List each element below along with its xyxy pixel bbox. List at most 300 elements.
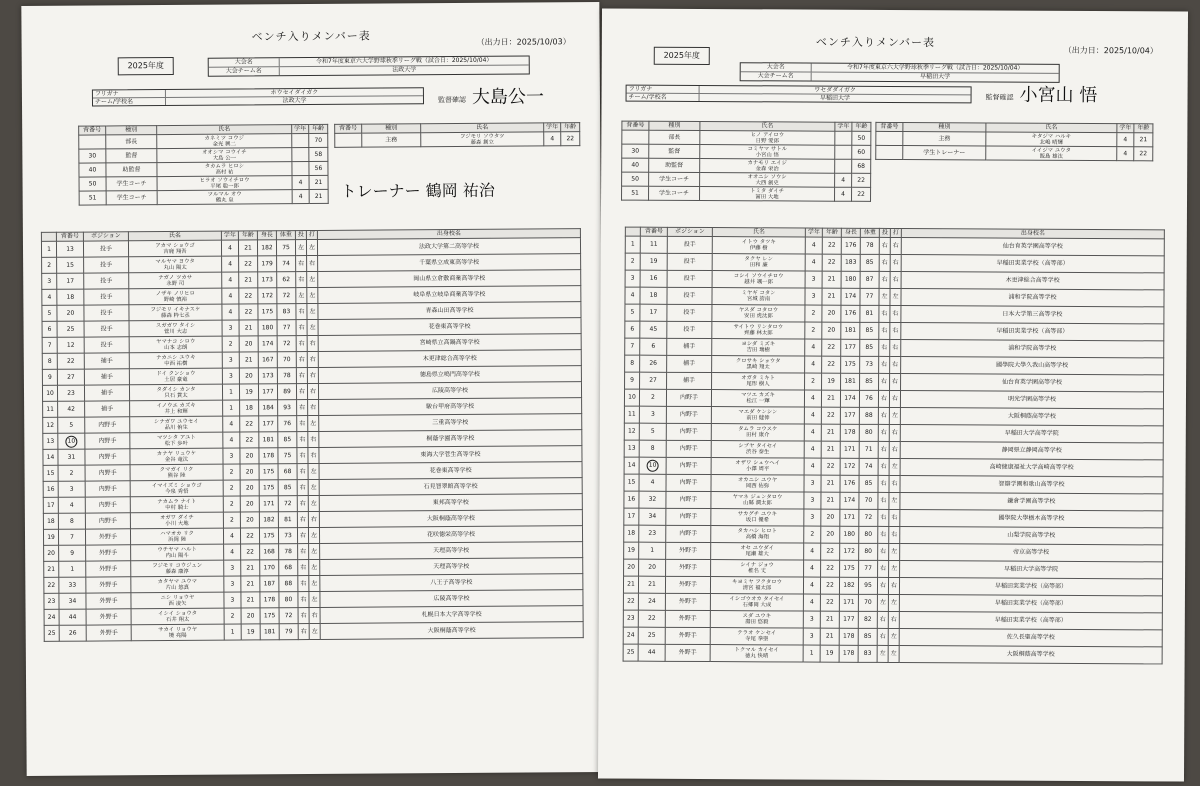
player-position: 内野手 [666, 406, 711, 423]
team-key: チーム/学校名 [627, 94, 700, 101]
player-number-cell [58, 449, 85, 465]
player-row [44, 622, 583, 642]
player-kana: オガワ ダイチ [159, 514, 194, 521]
player-age: 21 [238, 240, 257, 256]
player-index: 14 [624, 457, 639, 474]
player-position: 投手 [667, 253, 712, 270]
player-number: 16 [649, 274, 658, 282]
player-height: 172 [840, 543, 859, 560]
player-age: 20 [240, 496, 259, 512]
player-age: 22 [239, 256, 258, 272]
player-index: 8 [625, 355, 640, 372]
staff-grade: 4 [835, 173, 852, 187]
players-header-cell: 学年 [805, 228, 822, 237]
player-school: 広陵高等学校 [320, 590, 583, 608]
player-age: 20 [240, 480, 259, 496]
staff-row [622, 130, 871, 145]
player-kana: オセ ユウダイ [740, 545, 775, 552]
player-name: 片山 悠真 [165, 584, 190, 591]
player-name: 黒崎 翔太 [746, 364, 770, 371]
player-age: 21 [239, 352, 258, 368]
player-weight: 78 [860, 237, 879, 254]
fiscal-year: 2025年度 [654, 47, 710, 65]
player-kana: スガガワ タイシ [155, 322, 196, 329]
player-name-cell [712, 305, 805, 322]
player-kana: ウチヤマ ハルト [157, 546, 197, 553]
player-grade: 3 [224, 576, 241, 592]
player-height: 177 [840, 407, 859, 424]
staff-name-cell [157, 176, 292, 191]
team-row [627, 94, 971, 103]
player-number-cell [639, 508, 666, 525]
player-kana: マツエ カズキ [741, 392, 775, 399]
player-age: 21 [239, 272, 258, 288]
player-bats: 左 [309, 623, 320, 639]
player-school: 早稲田実業学校（高等部） [899, 595, 1162, 613]
player-name: 品川 侑生 [164, 424, 188, 431]
player-age: 19 [241, 624, 260, 640]
staff-kana: オオニシ ソウシ [747, 173, 787, 180]
player-school: 浦和学院高等学校 [901, 289, 1164, 307]
player-grade: 3 [805, 288, 822, 305]
player-grade: 3 [222, 352, 239, 368]
player-age: 21 [241, 592, 260, 608]
player-kana: ヤマネ ジュンタロウ [732, 494, 783, 501]
player-height: 182 [839, 577, 858, 594]
players-header-cell: 出身校名 [317, 229, 580, 240]
player-name-cell [131, 576, 224, 593]
player-age: 22 [820, 594, 839, 611]
player-name: 只石 貫太 [164, 392, 188, 399]
player-throws: 右 [879, 237, 890, 254]
player-weight: 68 [278, 464, 297, 480]
player-grade: 4 [804, 441, 821, 458]
staff-header-cell: 背番号 [335, 124, 362, 133]
staff-type: 学生コーチ [106, 177, 157, 191]
player-weight: 80 [859, 424, 878, 441]
staff-number [335, 133, 362, 147]
roster-sheet-waseda [598, 8, 1188, 781]
player-number: 18 [649, 291, 658, 299]
staff-header-cell: 学年 [544, 123, 561, 132]
staff-number: 51 [622, 186, 649, 200]
player-throws: 右 [297, 512, 308, 528]
player-kana: タムラ コウスケ [738, 426, 778, 433]
player-kana: カタヤマ ユウマ [157, 578, 198, 585]
player-index: 11 [624, 406, 639, 423]
player-number: 19 [649, 257, 658, 265]
player-index: 7 [42, 337, 57, 353]
player-height: 167 [258, 352, 277, 368]
player-number-cell [57, 321, 84, 337]
player-height: 177 [259, 416, 278, 432]
player-throws: 右 [879, 271, 890, 288]
player-name-cell [130, 480, 223, 497]
player-school: 岡山県立倉敷商業高等学校 [318, 270, 581, 288]
player-school: 天理高等学校 [320, 558, 583, 576]
player-position: 捕手 [667, 372, 712, 389]
player-grade: 4 [222, 256, 239, 272]
player-school: 鎌倉学園高等学校 [900, 493, 1163, 511]
player-number: 23 [67, 389, 75, 397]
players-header-cell: 体重 [860, 228, 879, 237]
player-school: 大阪桐蔭高等学校 [320, 622, 583, 640]
staff-number: 40 [79, 163, 106, 177]
staff-kana: タカムラ ヒロシ [204, 162, 245, 170]
player-number-cell [57, 273, 84, 289]
player-position: 投手 [84, 321, 129, 337]
player-bats: 右 [889, 441, 900, 458]
player-height: 182 [257, 240, 276, 256]
player-position: 内野手 [666, 457, 711, 474]
player-number-cell [640, 304, 667, 321]
player-school: 花巻東高等学校 [319, 462, 582, 480]
player-weight: 79 [279, 624, 298, 640]
player-school: 智辯学園和歌山高等学校 [900, 476, 1163, 494]
player-bats: 左 [309, 543, 320, 559]
staff-age: 58 [309, 147, 328, 161]
player-grade: 2 [223, 464, 240, 480]
player-name: 徳丸 快晴 [744, 653, 769, 660]
player-index: 21 [623, 576, 638, 593]
player-school: 花巻東高等学校 [318, 318, 581, 336]
player-name: 越井 颯一郎 [744, 279, 773, 286]
staff-header-cell: 年齢 [309, 124, 328, 133]
player-number-cell [639, 457, 666, 474]
staff-kana: キタジマ ハルキ [1031, 133, 1072, 140]
player-bats: 左 [308, 495, 319, 511]
player-bats: 左 [307, 271, 318, 287]
player-bats: 左 [307, 319, 318, 335]
staff-number [876, 145, 903, 159]
player-number-cell [638, 627, 665, 644]
player-age: 19 [820, 645, 839, 662]
player-index: 10 [42, 385, 57, 401]
player-school: 花咲徳栄高等学校 [319, 526, 582, 544]
player-weight: 83 [277, 304, 296, 320]
player-position: 外野手 [665, 576, 710, 593]
player-name: 清宮 福太郎 [742, 585, 772, 592]
signature-label: 監督確認 [437, 95, 467, 105]
player-kana: シブヤ タイセイ [738, 443, 778, 450]
player-index: 15 [624, 474, 639, 491]
player-weight: 77 [859, 560, 878, 577]
player-name: 熊谷 陸 [167, 472, 186, 479]
player-number-cell [59, 625, 86, 641]
staff-age: 21 [309, 189, 328, 203]
player-throws: 右 [878, 492, 889, 509]
player-bats: 左 [308, 527, 319, 543]
staff-header-cell: 年齢 [852, 122, 871, 131]
player-kana: サイトウ リンタロウ [733, 324, 784, 331]
player-name: 菅川 大志 [163, 328, 188, 335]
player-weight: 85 [860, 339, 879, 356]
player-kana: サカグチ ユウキ [737, 511, 778, 518]
player-position: 外野手 [86, 561, 131, 577]
player-throws: 右 [879, 339, 890, 356]
player-bats: 左 [889, 458, 900, 475]
players-header-cell: 体重 [276, 231, 295, 240]
player-name-cell [129, 256, 222, 273]
player-school: 早稲田実業学校（高等部） [901, 323, 1164, 341]
player-height: 175 [259, 464, 278, 480]
player-index: 16 [624, 491, 639, 508]
player-age: 20 [241, 608, 260, 624]
staff-header-cell: 背番号 [876, 122, 903, 131]
player-weight: 72 [278, 496, 297, 512]
player-age: 20 [240, 464, 259, 480]
player-kana: オザワ シュウヘイ [735, 460, 781, 467]
player-name: 石井 翔太 [165, 616, 190, 623]
staff-header-cell: 種別 [903, 123, 986, 132]
staff-name-cell [700, 172, 835, 187]
player-index: 3 [625, 270, 640, 287]
staff-age: 22 [561, 132, 580, 146]
player-kana: イシゴウオカ タイセイ [729, 596, 785, 603]
player-position: 外野手 [665, 593, 710, 610]
player-height: 171 [839, 594, 858, 611]
player-height: 173 [258, 272, 277, 288]
player-bats: 右 [307, 383, 318, 399]
player-number: 3 [650, 410, 655, 418]
player-name-cell [130, 528, 223, 545]
info-row [741, 72, 1059, 82]
player-school: 札幌日本大学高等学校 [320, 606, 583, 624]
player-name-cell [129, 288, 222, 305]
player-age: 18 [240, 400, 259, 416]
player-bats: 右 [890, 356, 901, 373]
player-name-cell [130, 400, 223, 417]
player-index: 12 [624, 423, 639, 440]
player-number-cell [58, 529, 85, 545]
staff-type: 助監督 [106, 163, 157, 177]
staff-grade [292, 162, 309, 176]
staff-row [876, 131, 1153, 146]
player-number-cell [58, 433, 85, 449]
player-number: 45 [649, 325, 658, 333]
player-position: 投手 [84, 305, 129, 321]
player-name-cell [129, 320, 222, 337]
player-name: 中西 祐樹 [164, 360, 188, 367]
player-position: 外野手 [86, 609, 131, 625]
staff-type: 部長 [106, 135, 157, 149]
player-name-cell [710, 577, 803, 594]
player-number-cell [57, 337, 84, 353]
player-index: 22 [623, 593, 638, 610]
player-school: 大阪桐蔭高等学校 [899, 646, 1162, 664]
player-kana: タカハシ ヒロト [737, 528, 778, 535]
player-name-cell [129, 352, 222, 369]
player-kana: マルヤマ ヨウタ [155, 258, 195, 265]
players-table [41, 228, 584, 642]
staff-number: 30 [622, 144, 649, 158]
player-age: 20 [239, 368, 258, 384]
player-bats: 右 [308, 511, 319, 527]
players-header-cell: 出身校名 [901, 229, 1164, 239]
player-index: 25 [44, 625, 59, 641]
player-name: 寺尾 拳聖 [745, 636, 769, 643]
player-position: 内野手 [666, 491, 711, 508]
staff-grade: 4 [1117, 147, 1134, 161]
player-index: 14 [43, 449, 58, 465]
player-grade: 2 [223, 496, 240, 512]
player-weight: 83 [858, 645, 877, 662]
player-kana: アカマ ショウゴ [155, 242, 195, 249]
player-number-cell [640, 338, 667, 355]
player-name: 山本 志朗 [164, 344, 188, 351]
player-number: 25 [66, 325, 75, 333]
tournament-info [740, 62, 1060, 83]
player-name: 小川 大地 [165, 520, 189, 527]
player-number: 27 [67, 373, 75, 381]
player-weight: 81 [278, 512, 297, 528]
player-number-cell [58, 465, 85, 481]
player-position: 投手 [667, 236, 712, 253]
player-age: 21 [241, 576, 260, 592]
player-number-cell [59, 577, 86, 593]
player-grade: 3 [805, 271, 822, 288]
player-kana: フジモリ コウジュン [152, 562, 203, 569]
player-kana: クマガイ リク [159, 466, 194, 473]
player-name-cell [130, 464, 223, 481]
player-name: 西 凌矢 [168, 600, 187, 607]
staff-kana: トミタ ダイチ [750, 187, 785, 194]
player-number: 17 [649, 308, 658, 316]
player-school: 浦和学院高等学校 [901, 340, 1164, 358]
player-throws: 右 [878, 390, 889, 407]
player-height: 177 [258, 384, 277, 400]
player-bats: 左 [888, 645, 899, 662]
player-grade: 4 [221, 240, 238, 256]
player-number: 25 [647, 631, 656, 639]
player-number: 24 [648, 597, 656, 605]
player-number: 27 [649, 376, 657, 384]
player-weight: 85 [859, 475, 878, 492]
players-header-cell: 投 [879, 228, 890, 237]
player-name-cell [711, 441, 804, 458]
staff-name-cell [700, 158, 835, 173]
staff-kana: オオシマ コウイチ [202, 148, 247, 156]
player-age: 21 [822, 271, 841, 288]
player-kana: イシイ ショウタ [158, 610, 198, 617]
player-school: 山梨学院高等学校 [900, 527, 1163, 545]
player-bats: 左 [889, 543, 900, 560]
player-kana: マエダ ケンシン [738, 409, 778, 416]
staff-age: 22 [1134, 147, 1153, 161]
player-index: 6 [42, 321, 57, 337]
player-school: 高崎健康福祉大学高崎高等学校 [900, 459, 1163, 477]
player-school: 仙台育英学園高等学校 [901, 238, 1164, 256]
players-header-cell: 学年 [221, 231, 238, 240]
staff-kana: コミヤマ サトル [747, 145, 788, 152]
player-number-cell [640, 287, 667, 304]
player-number: 44 [68, 613, 77, 621]
player-grade: 3 [804, 509, 821, 526]
player-bats: 右 [890, 254, 901, 271]
player-bats: 左 [308, 463, 319, 479]
player-age: 22 [240, 432, 259, 448]
player-kana: ノザキ ノリヒロ [155, 290, 195, 297]
player-name: 前田 健伸 [746, 415, 770, 422]
player-height: 178 [840, 424, 859, 441]
player-index: 5 [625, 304, 640, 321]
player-number-cell [639, 406, 666, 423]
player-position: 外野手 [86, 545, 131, 561]
player-name-cell [131, 624, 224, 641]
players-table [623, 227, 1165, 665]
player-throws: 右 [878, 407, 889, 424]
player-name-cell [712, 373, 805, 390]
player-grade: 4 [804, 390, 821, 407]
staff-header-cell: 氏名 [157, 125, 292, 135]
player-name: 椎名 丈 [748, 568, 767, 575]
staff-header-cell: 年齢 [561, 123, 580, 132]
player-position: 捕手 [85, 401, 130, 417]
player-weight: 70 [277, 352, 296, 368]
player-index: 9 [625, 372, 640, 389]
sheet-title: ベンチ入りメンバー表 [251, 29, 371, 44]
staff-grade [835, 131, 852, 145]
player-bats: 左 [307, 287, 318, 303]
player-number: 15 [66, 261, 74, 269]
manager-signature: 小宮山 悟 [1019, 84, 1098, 107]
player-position: 内野手 [85, 481, 130, 497]
staff-name: 冨田 大地 [755, 193, 779, 200]
player-height: 175 [840, 560, 859, 577]
player-throws: 右 [296, 368, 307, 384]
player-index: 11 [43, 401, 58, 417]
staff-number: 30 [79, 149, 106, 163]
player-grade: 3 [222, 320, 239, 336]
player-number-cell [640, 321, 667, 338]
staff-name-cell [157, 134, 292, 149]
player-index: 3 [42, 273, 57, 289]
fiscal-year: 2025年度 [118, 57, 174, 75]
player-height: 178 [839, 645, 858, 662]
player-index: 22 [44, 577, 59, 593]
player-age: 21 [821, 475, 840, 492]
player-bats: 右 [308, 431, 319, 447]
player-name: 松下 歩叶 [164, 440, 189, 447]
player-name-cell [711, 475, 804, 492]
player-throws: 右 [297, 416, 308, 432]
player-index: 20 [624, 559, 639, 576]
player-height: 184 [259, 400, 278, 416]
player-throws: 左 [877, 645, 888, 662]
player-throws: 右 [879, 305, 890, 322]
staff-type: 部長 [649, 130, 700, 144]
handwritten-trainer-note: トレーナー 鶴岡 祐治 [340, 180, 495, 201]
player-weight: 87 [860, 271, 879, 288]
player-position: 内野手 [666, 525, 711, 542]
player-grade: 3 [223, 448, 240, 464]
player-school: 岐阜県立岐阜商業高等学校 [318, 286, 581, 304]
player-age: 21 [239, 320, 258, 336]
player-throws: 右 [879, 322, 890, 339]
player-name: 尾瀬 雄大 [745, 551, 769, 558]
staff-header-cell: 背番号 [622, 121, 649, 130]
staff-number: 40 [622, 158, 649, 172]
players-header-cell: 背番号 [56, 232, 83, 241]
player-number-cell [639, 440, 666, 457]
player-weight: 77 [860, 288, 879, 305]
player-bats: 右 [888, 611, 899, 628]
player-number: 5 [69, 421, 74, 429]
player-name-cell [710, 594, 803, 611]
player-kana: フジモリ イキナスケ [150, 306, 201, 313]
player-weight: 77 [277, 320, 296, 336]
player-age: 19 [822, 373, 841, 390]
